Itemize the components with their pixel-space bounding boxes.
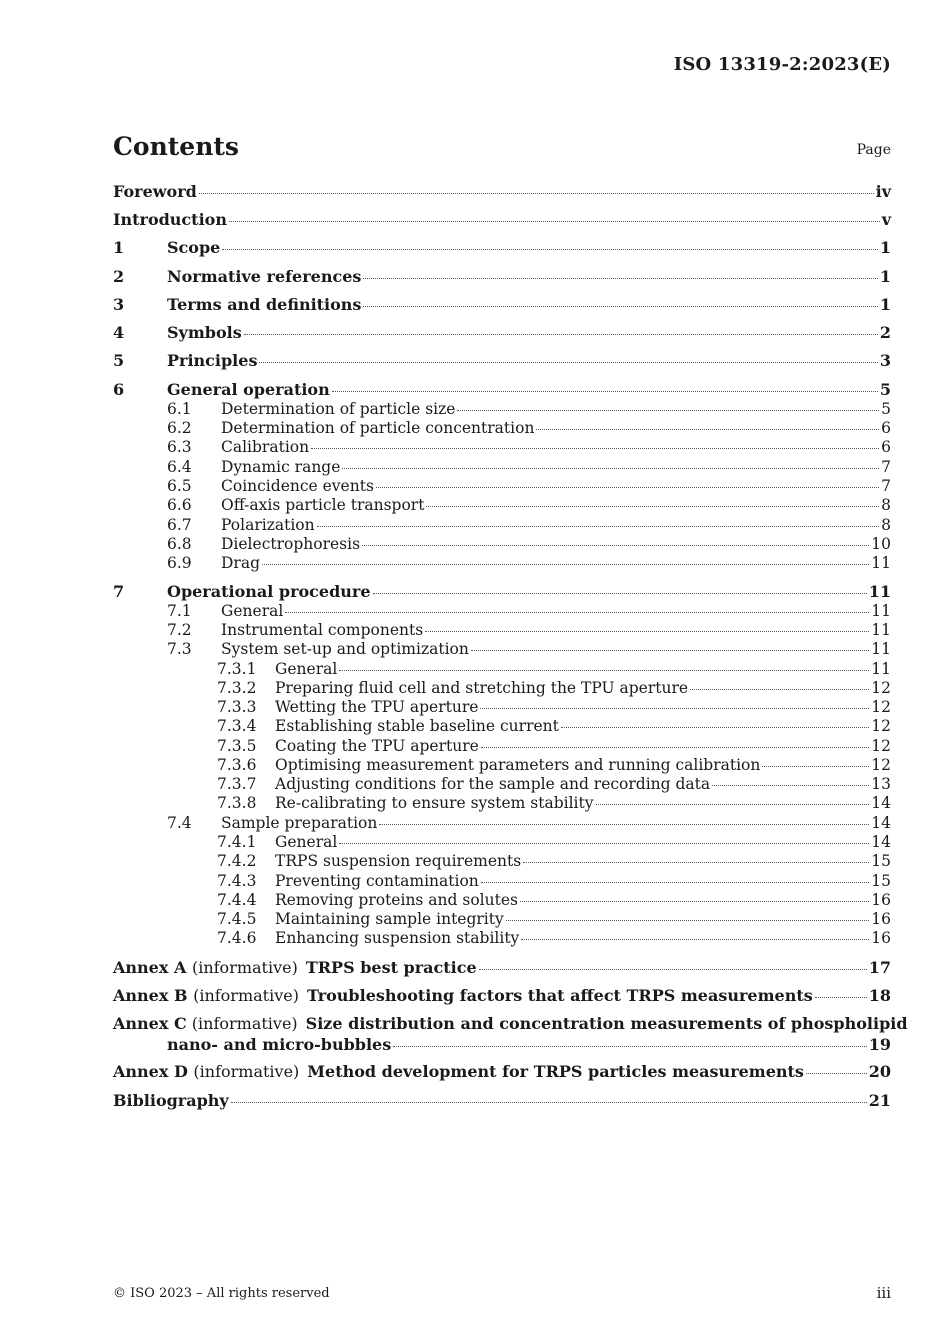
toc-entry[interactable] <box>113 182 891 201</box>
toc-entry[interactable] <box>113 621 891 639</box>
toc-entry[interactable] <box>113 535 891 553</box>
toc-entry[interactable] <box>113 477 891 495</box>
dot-leader <box>363 278 877 279</box>
toc-entry-page: 3 <box>879 351 891 370</box>
toc-entry-title: Principles <box>167 351 258 370</box>
toc-entry-page: 1 <box>879 267 891 286</box>
toc-entry-title: Off-axis particle transport <box>221 496 425 514</box>
toc-entry[interactable] <box>113 756 891 774</box>
toc-entry[interactable] <box>113 872 891 890</box>
toc-entry-number: 7.4.5 <box>217 910 257 928</box>
toc-entry-title: General <box>221 602 284 620</box>
toc-entry[interactable] <box>113 814 891 832</box>
toc-entry-number: 7.3 <box>167 640 192 658</box>
dot-leader <box>425 631 869 632</box>
toc-entry[interactable] <box>113 852 891 870</box>
annex-title-continued: nano- and micro-bubbles <box>167 1035 392 1054</box>
toc-entry-page: 11 <box>871 621 891 639</box>
dot-leader <box>712 785 869 786</box>
dot-leader <box>536 429 879 430</box>
toc-entry-page: 11 <box>871 640 891 658</box>
toc-entry-number: 7.4.3 <box>217 872 257 890</box>
toc-entry-title: Terms and definitions <box>167 295 362 314</box>
toc-entry-number: 1 <box>113 238 125 257</box>
dot-leader <box>262 564 869 565</box>
toc-entry[interactable] <box>113 640 891 658</box>
toc-entry-number: 3 <box>113 295 125 314</box>
toc-entry-title: Scope <box>167 238 221 257</box>
annex-title: Size distribution and concentration measurements of phospholipid <box>305 1014 908 1033</box>
toc-entry-number: 7.4.2 <box>217 852 257 870</box>
toc-entry-title: General operation <box>167 380 330 399</box>
toc-entry-number: 7.3.8 <box>217 794 257 812</box>
toc-entry[interactable] <box>113 323 891 342</box>
toc-entry-number: 6.5 <box>167 477 192 495</box>
toc-entry[interactable] <box>113 929 891 947</box>
toc-entry[interactable] <box>113 717 891 735</box>
toc-entry[interactable] <box>113 794 891 812</box>
toc-entry-page: 1 <box>879 238 891 257</box>
toc-entry-number: 7.4.6 <box>217 929 257 947</box>
toc-entry[interactable] <box>113 679 891 697</box>
toc-entry-page: 11 <box>871 554 891 572</box>
bibliography-title: Bibliography <box>113 1091 229 1110</box>
annex-entry[interactable] <box>113 1014 908 1054</box>
toc-entry[interactable] <box>113 419 891 437</box>
toc-entry[interactable] <box>113 660 891 678</box>
toc-entry[interactable] <box>113 602 891 620</box>
toc-entry-title: Dynamic range <box>221 458 341 476</box>
contents-title: Contents <box>113 132 240 161</box>
toc-entry-page: 8 <box>881 496 891 514</box>
dot-leader <box>471 650 869 651</box>
toc-entry-page: 14 <box>871 833 891 851</box>
annex-label: Annex D <box>113 1062 188 1081</box>
toc-entry-number: 5 <box>113 351 125 370</box>
toc-entry-number: 7.3.6 <box>217 756 257 774</box>
annex-title: TRPS best practice <box>305 958 477 977</box>
toc-entry-page: 5 <box>881 400 891 418</box>
toc-entry-title: Sample preparation <box>221 814 378 832</box>
toc-entry-page: 16 <box>871 929 891 947</box>
toc-entry[interactable] <box>113 833 891 851</box>
toc-entry[interactable] <box>113 380 891 399</box>
toc-entry[interactable] <box>113 516 891 534</box>
toc-entry-title: Operational procedure <box>167 582 371 601</box>
toc-entry[interactable] <box>113 458 891 476</box>
bibliography-entry[interactable] <box>113 1091 891 1110</box>
dot-leader <box>339 670 869 671</box>
annex-page: 18 <box>868 986 891 1005</box>
dot-leader <box>520 901 869 902</box>
annex-status: (informative) <box>193 986 299 1005</box>
toc-entry-page: 16 <box>871 910 891 928</box>
toc-entry-title: Drag <box>221 554 260 572</box>
dot-leader <box>259 362 877 363</box>
toc-entry-page: 15 <box>871 852 891 870</box>
dot-leader <box>285 612 869 613</box>
annex-status: (informative) <box>191 958 298 977</box>
toc-entry-page: 6 <box>881 438 891 456</box>
dot-leader <box>311 448 879 449</box>
toc-entry-number: 7.4 <box>167 814 192 832</box>
page-number: iii <box>876 1284 891 1302</box>
dot-leader <box>561 727 869 728</box>
toc-entry-title: Coating the TPU aperture <box>275 737 479 755</box>
toc-entry-number: 6.9 <box>167 554 192 572</box>
toc-entry-page: 11 <box>868 582 891 601</box>
toc-entry[interactable] <box>113 351 891 370</box>
toc-entry-number: 7.3.1 <box>217 660 257 678</box>
toc-entry-number: 6.6 <box>167 496 192 514</box>
dot-leader <box>596 804 870 805</box>
toc-entry-number: 4 <box>113 323 125 342</box>
dot-leader <box>393 1046 867 1047</box>
toc-entry-page: 14 <box>871 814 891 832</box>
toc-entry-title: Foreword <box>113 182 197 201</box>
toc-entry-title: Calibration <box>221 438 310 456</box>
toc-entry-page: 2 <box>879 323 891 342</box>
toc-entry-title: Determination of particle size <box>221 400 456 418</box>
dot-leader <box>523 862 869 863</box>
toc-entry[interactable] <box>113 400 891 418</box>
toc-entry-title: Instrumental components <box>221 621 424 639</box>
dot-leader <box>481 882 869 883</box>
annex-status: (informative) <box>191 1014 298 1033</box>
annex-page: 19 <box>868 1035 891 1054</box>
toc-entry-page: iv <box>875 182 891 201</box>
toc-entry-page: 13 <box>871 775 891 793</box>
toc-entry[interactable] <box>113 267 891 286</box>
annex-page: 17 <box>868 958 891 977</box>
toc-entry[interactable] <box>113 238 891 257</box>
bibliography-page: 21 <box>868 1091 891 1110</box>
annex-label: Annex A <box>113 958 187 977</box>
toc-entry-title: Determination of particle concentration <box>221 419 535 437</box>
toc-entry-number: 7.3.2 <box>217 679 257 697</box>
toc-entry-page: v <box>881 210 891 229</box>
toc-entry[interactable] <box>113 891 891 909</box>
toc-entry-number: 6.3 <box>167 438 192 456</box>
toc-entry-page: 12 <box>871 679 891 697</box>
toc-entry-number: 7.3.5 <box>217 737 257 755</box>
toc-entry-page: 12 <box>871 717 891 735</box>
toc-entry-page: 6 <box>881 419 891 437</box>
toc-entry-number: 6.4 <box>167 458 192 476</box>
toc-entry[interactable] <box>113 737 891 755</box>
toc-entry-page: 11 <box>871 602 891 620</box>
toc-entry[interactable] <box>113 295 891 314</box>
toc-entry-page: 11 <box>871 660 891 678</box>
toc-entry-title: Maintaining sample integrity <box>275 910 504 928</box>
toc-entry[interactable] <box>113 438 891 456</box>
toc-entry-number: 7.3.3 <box>217 698 257 716</box>
toc-entry-title: Wetting the TPU aperture <box>275 698 479 716</box>
toc-entry[interactable] <box>113 698 891 716</box>
dot-leader <box>244 334 878 335</box>
toc-entry-page: 15 <box>871 872 891 890</box>
dot-leader <box>222 249 878 250</box>
dot-leader <box>376 487 879 488</box>
dot-leader <box>506 920 870 921</box>
toc-entry-title: System set-up and optimization <box>221 640 469 658</box>
dot-leader <box>479 969 867 970</box>
toc-entry-title: General <box>275 833 338 851</box>
toc-entry-number: 7 <box>113 582 125 601</box>
toc-entry-title: Establishing stable baseline current <box>275 717 559 735</box>
document-id: ISO 13319-2:2023(E) <box>673 54 891 75</box>
toc-entry-title: Polarization <box>221 516 315 534</box>
annex-label: Annex C <box>113 1014 187 1033</box>
dot-leader <box>231 1102 867 1103</box>
toc-entry-page: 7 <box>881 477 891 495</box>
dot-leader <box>362 545 869 546</box>
toc-entry[interactable] <box>113 554 891 572</box>
dot-leader <box>815 997 867 998</box>
dot-leader <box>480 708 869 709</box>
dot-leader <box>806 1073 867 1074</box>
toc-entry-title: Enhancing suspension stability <box>275 929 520 947</box>
dot-leader <box>457 410 879 411</box>
annex-entry[interactable] <box>113 958 891 977</box>
page-column-label: Page <box>856 142 891 158</box>
toc-entry-title: Introduction <box>113 210 227 229</box>
copyright-notice: © ISO 2023 – All rights reserved <box>113 1286 330 1301</box>
toc-entry-page: 12 <box>871 737 891 755</box>
dot-leader <box>426 506 879 507</box>
toc-entry-title: General <box>275 660 338 678</box>
toc-entry-title: Symbols <box>167 323 242 342</box>
toc-entry[interactable] <box>113 582 891 601</box>
toc-entry-title: Adjusting conditions for the sample and recording data <box>275 775 711 793</box>
dot-leader <box>229 221 880 222</box>
dot-leader <box>332 391 878 392</box>
toc-entry[interactable] <box>113 775 891 793</box>
annex-title: Method development for TRPS particles measurements <box>307 1062 804 1081</box>
toc-entry-number: 7.3.4 <box>217 717 257 735</box>
toc-entry-title: Preparing fluid cell and stretching the TPU aperture <box>275 679 689 697</box>
dot-leader <box>363 306 877 307</box>
toc-entry-number: 6.1 <box>167 400 192 418</box>
dot-leader <box>199 193 874 194</box>
toc-entry-page: 1 <box>879 295 891 314</box>
toc-entry-title: Removing proteins and solutes <box>275 891 518 909</box>
toc-entry-title: Preventing contamination <box>275 872 479 890</box>
toc-entry-title: TRPS suspension requirements <box>275 852 522 870</box>
toc-entry-page: 14 <box>871 794 891 812</box>
toc-entry-number: 6.7 <box>167 516 192 534</box>
annex-status: (informative) <box>193 1062 300 1081</box>
toc-entry-page: 16 <box>871 891 891 909</box>
toc-entry-page: 8 <box>881 516 891 534</box>
toc-entry-number: 7.3.7 <box>217 775 257 793</box>
toc-entry-number: 7.1 <box>167 602 192 620</box>
toc-entry-page: 12 <box>871 756 891 774</box>
annex-entry[interactable] <box>113 1062 891 1081</box>
toc-entry-title: Optimising measurement parameters and running calibration <box>275 756 761 774</box>
toc-entry-title: Re-calibrating to ensure system stability <box>275 794 594 812</box>
toc-entry-number: 7.4.4 <box>217 891 257 909</box>
toc-entry-title: Normative references <box>167 267 362 286</box>
dot-leader <box>373 593 867 594</box>
toc-entry-number: 6 <box>113 380 125 399</box>
toc-entry[interactable] <box>113 910 891 928</box>
dot-leader <box>342 468 879 469</box>
toc-entry-number: 7.2 <box>167 621 192 639</box>
toc-entry-number: 6.8 <box>167 535 192 553</box>
toc-entry[interactable] <box>113 496 891 514</box>
toc-entry-page: 7 <box>881 458 891 476</box>
annex-page: 20 <box>868 1062 891 1081</box>
dot-leader <box>317 526 880 527</box>
toc-entry-page: 5 <box>879 380 891 399</box>
dot-leader <box>481 747 869 748</box>
toc-entry[interactable] <box>113 210 891 229</box>
toc-entry-page: 12 <box>871 698 891 716</box>
toc-entry-number: 6.2 <box>167 419 192 437</box>
dot-leader <box>379 824 869 825</box>
dot-leader <box>762 766 869 767</box>
toc-entry-number: 2 <box>113 267 125 286</box>
annex-title: Troubleshooting factors that affect TRPS measurements <box>306 986 813 1005</box>
toc-entry-page: 10 <box>871 535 891 553</box>
annex-label: Annex B <box>113 986 188 1005</box>
dot-leader <box>521 939 869 940</box>
annex-entry[interactable] <box>113 986 891 1005</box>
toc-entry-title: Dielectrophoresis <box>221 535 361 553</box>
dot-leader <box>690 689 869 690</box>
toc-entry-title: Coincidence events <box>221 477 374 495</box>
toc-entry-number: 7.4.1 <box>217 833 257 851</box>
dot-leader <box>339 843 869 844</box>
